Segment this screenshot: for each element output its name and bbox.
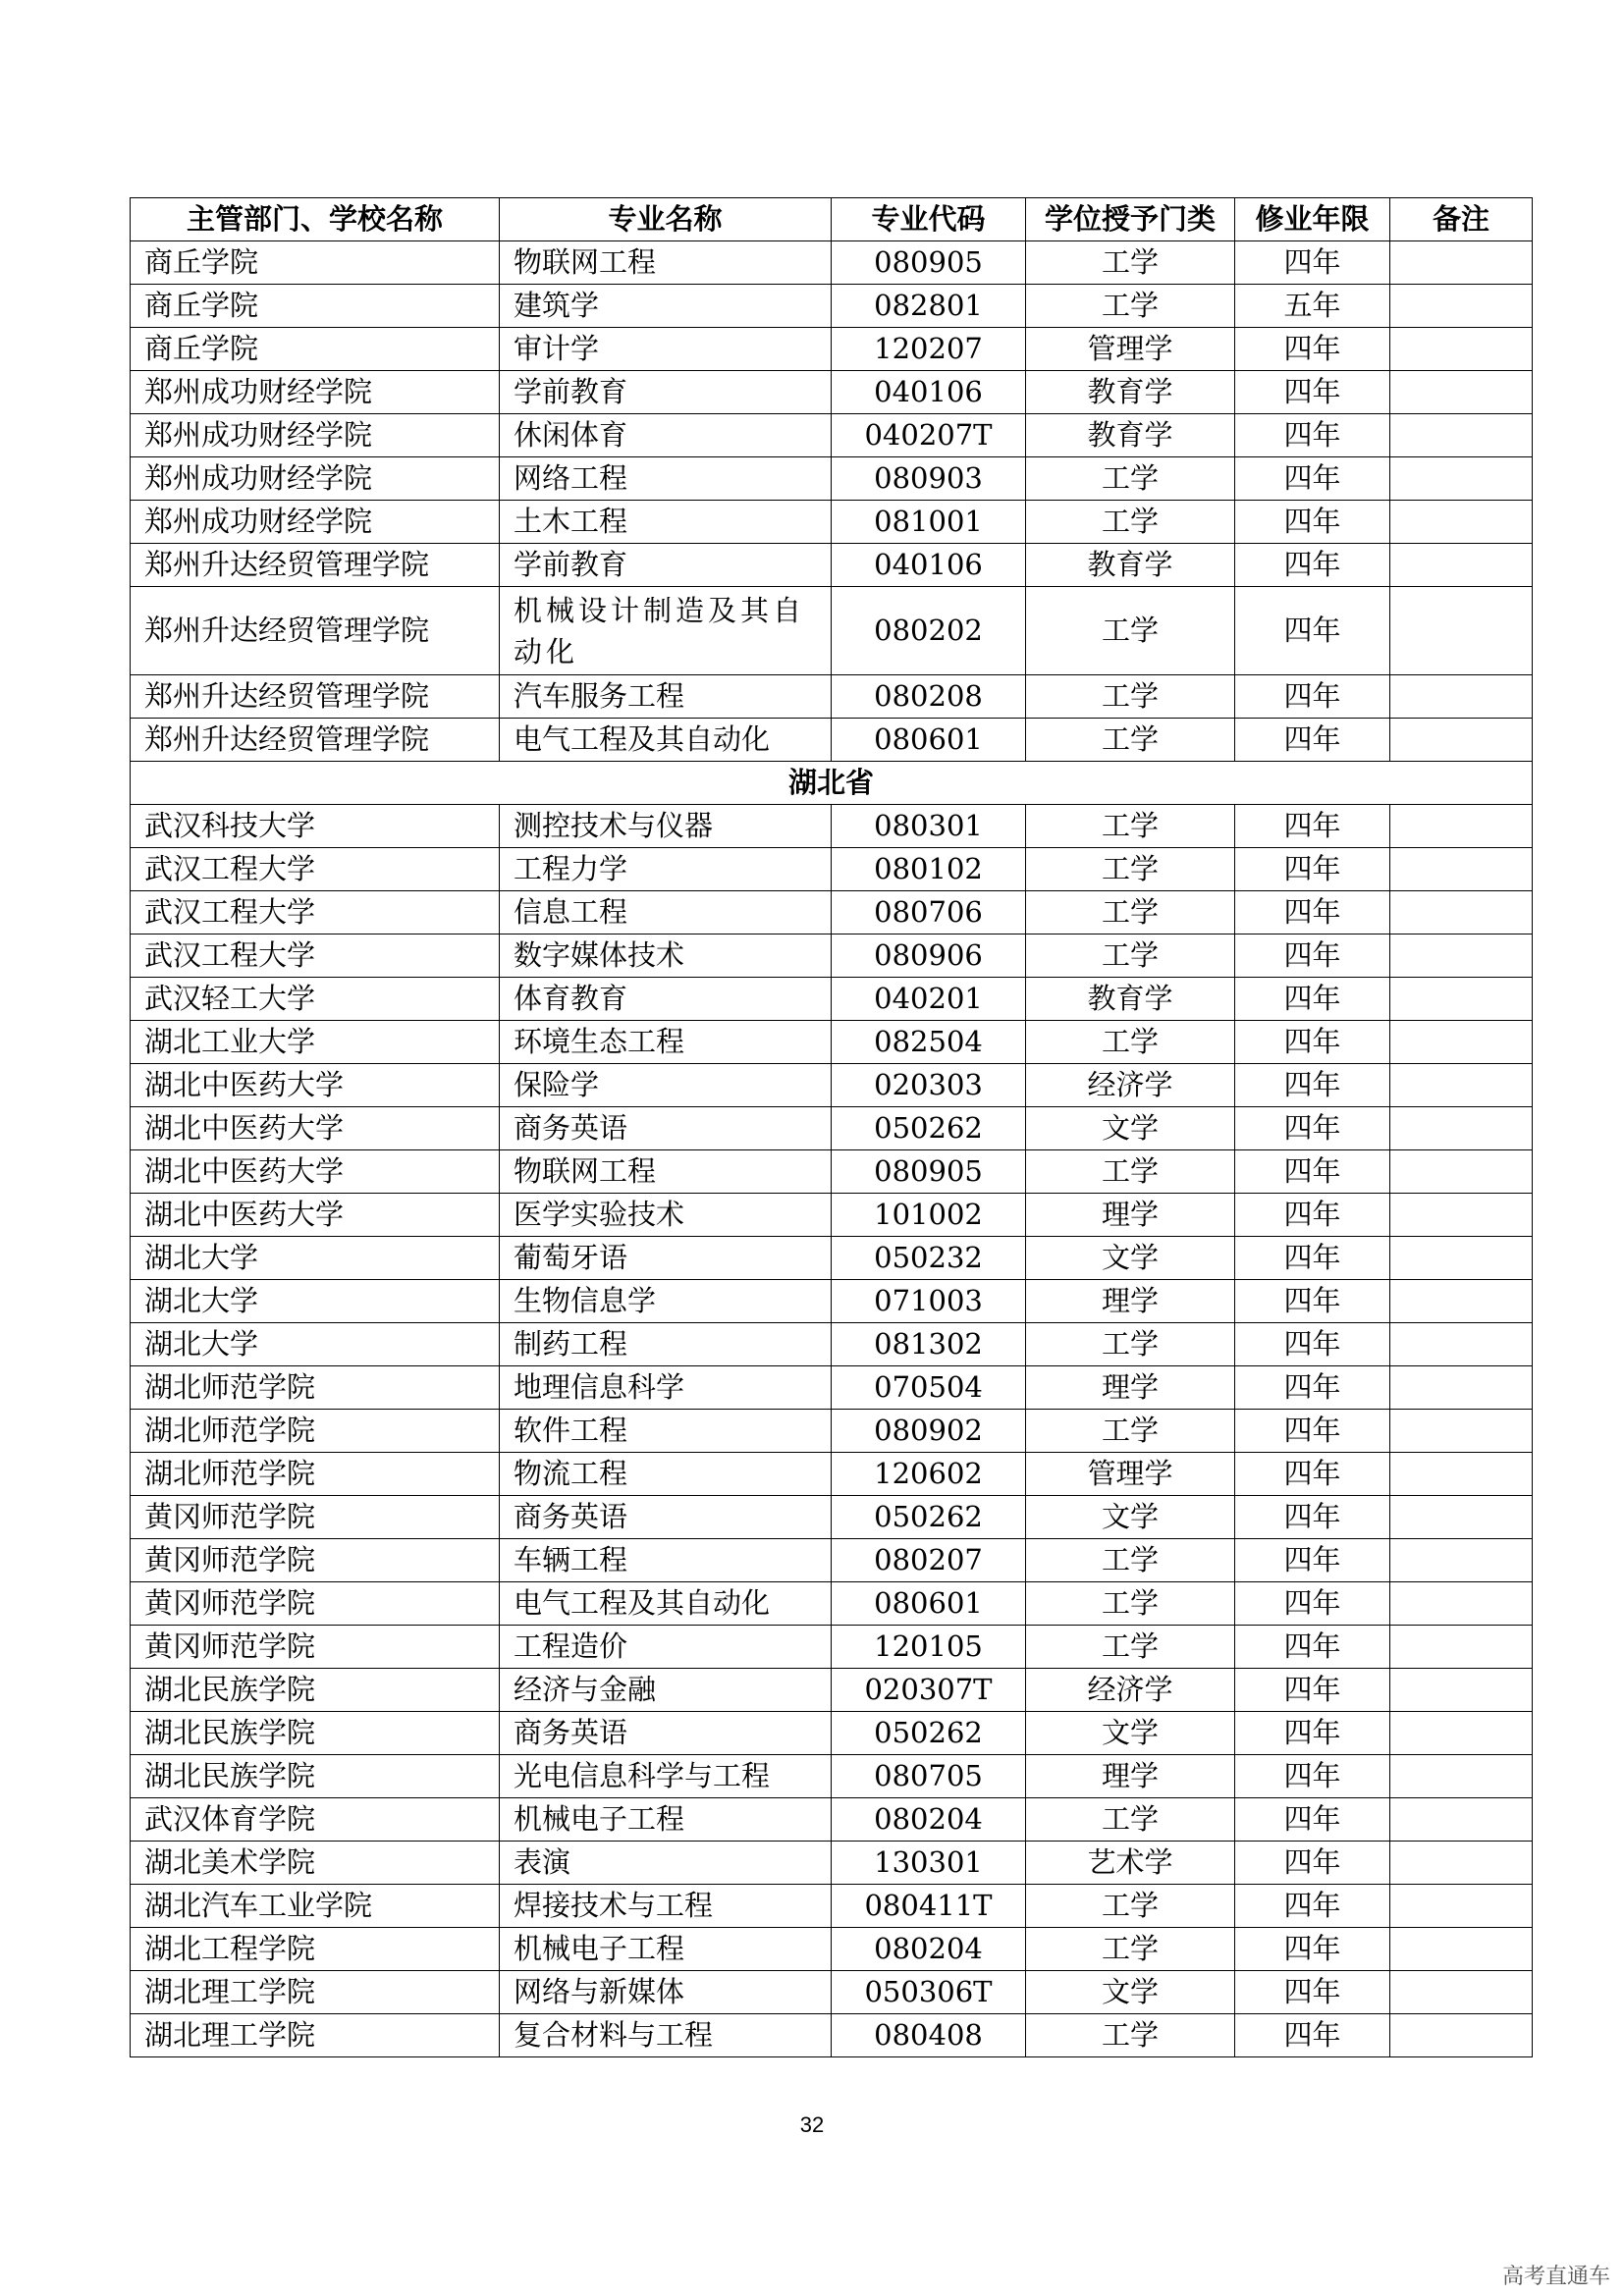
table-row <box>131 1842 1533 1885</box>
code-cell: 080411T <box>832 1885 1026 1928</box>
school-cell: 湖北师范学院 <box>131 1366 500 1410</box>
school-cell: 黄冈师范学院 <box>131 1496 500 1539</box>
category-cell: 文学 <box>1026 1496 1235 1539</box>
note-cell <box>1390 1366 1533 1410</box>
major-cell: 学前教育 <box>500 371 832 414</box>
table-row <box>131 719 1533 762</box>
years-cell: 四年 <box>1235 891 1390 934</box>
code-cell: 080601 <box>832 1582 1026 1626</box>
code-cell: 130301 <box>832 1842 1026 1885</box>
table-row <box>131 1280 1533 1323</box>
major-cell: 焊接技术与工程 <box>500 1885 832 1928</box>
table-row <box>131 1539 1533 1582</box>
table-row <box>131 675 1533 719</box>
category-cell: 工学 <box>1026 848 1235 891</box>
years-cell: 四年 <box>1235 1410 1390 1453</box>
code-cell: 050262 <box>832 1107 1026 1150</box>
table-row <box>131 1021 1533 1064</box>
category-cell: 工学 <box>1026 241 1235 285</box>
years-cell: 四年 <box>1235 1928 1390 1971</box>
header-school: 主管部门、学校名称 <box>131 198 500 241</box>
header-code: 专业代码 <box>832 198 1026 241</box>
note-cell <box>1390 1928 1533 1971</box>
major-cell: 物联网工程 <box>500 241 832 285</box>
note-cell <box>1390 1453 1533 1496</box>
note-cell <box>1390 1798 1533 1842</box>
category-cell: 经济学 <box>1026 1669 1235 1712</box>
category-cell: 工学 <box>1026 1885 1235 1928</box>
school-cell: 湖北民族学院 <box>131 1669 500 1712</box>
category-cell: 工学 <box>1026 719 1235 762</box>
school-cell: 武汉工程大学 <box>131 934 500 978</box>
code-cell: 082504 <box>832 1021 1026 1064</box>
note-cell <box>1390 241 1533 285</box>
school-cell: 武汉科技大学 <box>131 805 500 848</box>
major-cell: 地理信息科学 <box>500 1366 832 1410</box>
major-cell: 商务英语 <box>500 1712 832 1755</box>
table-row <box>131 1453 1533 1496</box>
note-cell <box>1390 1582 1533 1626</box>
code-cell: 081001 <box>832 501 1026 544</box>
years-cell: 四年 <box>1235 1323 1390 1366</box>
major-cell: 车辆工程 <box>500 1539 832 1582</box>
code-cell: 080408 <box>832 2014 1026 2057</box>
years-cell: 五年 <box>1235 285 1390 328</box>
major-cell: 机械设计制造及其自动化 <box>500 587 832 675</box>
note-cell <box>1390 1410 1533 1453</box>
code-cell: 080204 <box>832 1798 1026 1842</box>
major-cell: 表演 <box>500 1842 832 1885</box>
note-cell <box>1390 934 1533 978</box>
header-years: 修业年限 <box>1235 198 1390 241</box>
header-note: 备注 <box>1390 198 1533 241</box>
note-cell <box>1390 719 1533 762</box>
major-cell: 信息工程 <box>500 891 832 934</box>
note-cell <box>1390 978 1533 1021</box>
code-cell: 120105 <box>832 1626 1026 1669</box>
school-cell: 湖北汽车工业学院 <box>131 1885 500 1928</box>
code-cell: 080706 <box>832 891 1026 934</box>
code-cell: 080208 <box>832 675 1026 719</box>
note-cell <box>1390 891 1533 934</box>
major-cell: 工程力学 <box>500 848 832 891</box>
table-row <box>131 891 1533 934</box>
code-cell: 040106 <box>832 544 1026 587</box>
years-cell: 四年 <box>1235 1366 1390 1410</box>
note-cell <box>1390 1755 1533 1798</box>
code-cell: 080906 <box>832 934 1026 978</box>
province-heading: 湖北省 <box>131 762 1533 805</box>
category-cell: 教育学 <box>1026 978 1235 1021</box>
school-cell: 武汉轻工大学 <box>131 978 500 1021</box>
major-cell: 制药工程 <box>500 1323 832 1366</box>
table-row <box>131 328 1533 371</box>
note-cell <box>1390 544 1533 587</box>
note-cell <box>1390 1885 1533 1928</box>
major-cell: 体育教育 <box>500 978 832 1021</box>
code-cell: 080705 <box>832 1755 1026 1798</box>
note-cell <box>1390 1496 1533 1539</box>
years-cell: 四年 <box>1235 1798 1390 1842</box>
table-row <box>131 978 1533 1021</box>
major-cell: 商务英语 <box>500 1496 832 1539</box>
years-cell: 四年 <box>1235 1842 1390 1885</box>
header-major: 专业名称 <box>500 198 832 241</box>
table-row <box>131 1410 1533 1453</box>
code-cell: 070504 <box>832 1366 1026 1410</box>
category-cell: 工学 <box>1026 1582 1235 1626</box>
table-row <box>131 1712 1533 1755</box>
school-cell: 湖北理工学院 <box>131 2014 500 2057</box>
table-row <box>131 544 1533 587</box>
table-row <box>131 241 1533 285</box>
category-cell: 工学 <box>1026 1410 1235 1453</box>
school-cell: 黄冈师范学院 <box>131 1582 500 1626</box>
major-cell: 机械电子工程 <box>500 1928 832 1971</box>
years-cell: 四年 <box>1235 848 1390 891</box>
table-row <box>131 805 1533 848</box>
category-cell: 教育学 <box>1026 371 1235 414</box>
code-cell: 082801 <box>832 285 1026 328</box>
code-cell: 071003 <box>832 1280 1026 1323</box>
major-cell: 电气工程及其自动化 <box>500 719 832 762</box>
code-cell: 020303 <box>832 1064 1026 1107</box>
major-cell: 生物信息学 <box>500 1280 832 1323</box>
category-cell: 文学 <box>1026 1107 1235 1150</box>
years-cell: 四年 <box>1235 1496 1390 1539</box>
category-cell: 工学 <box>1026 1021 1235 1064</box>
years-cell: 四年 <box>1235 1626 1390 1669</box>
years-cell: 四年 <box>1235 978 1390 1021</box>
years-cell: 四年 <box>1235 1194 1390 1237</box>
years-cell: 四年 <box>1235 1539 1390 1582</box>
years-cell: 四年 <box>1235 805 1390 848</box>
school-cell: 湖北中医药大学 <box>131 1194 500 1237</box>
major-cell: 工程造价 <box>500 1626 832 1669</box>
major-cell: 审计学 <box>500 328 832 371</box>
table-row <box>131 1798 1533 1842</box>
code-cell: 080905 <box>832 241 1026 285</box>
note-cell <box>1390 1237 1533 1280</box>
years-cell: 四年 <box>1235 1107 1390 1150</box>
years-cell: 四年 <box>1235 544 1390 587</box>
table-row <box>131 414 1533 457</box>
school-cell: 郑州成功财经学院 <box>131 457 500 501</box>
note-cell <box>1390 2014 1533 2057</box>
school-cell: 武汉工程大学 <box>131 848 500 891</box>
school-cell: 黄冈师范学院 <box>131 1626 500 1669</box>
major-cell: 机械电子工程 <box>500 1798 832 1842</box>
school-cell: 武汉体育学院 <box>131 1798 500 1842</box>
years-cell: 四年 <box>1235 1064 1390 1107</box>
years-cell: 四年 <box>1235 1582 1390 1626</box>
years-cell: 四年 <box>1235 1755 1390 1798</box>
major-cell: 保险学 <box>500 1064 832 1107</box>
note-cell <box>1390 414 1533 457</box>
years-cell: 四年 <box>1235 1712 1390 1755</box>
major-cell: 葡萄牙语 <box>500 1237 832 1280</box>
major-cell: 经济与金融 <box>500 1669 832 1712</box>
category-cell: 工学 <box>1026 891 1235 934</box>
code-cell: 080202 <box>832 587 1026 675</box>
category-cell: 理学 <box>1026 1366 1235 1410</box>
major-cell: 软件工程 <box>500 1410 832 1453</box>
category-cell: 文学 <box>1026 1712 1235 1755</box>
table-row <box>131 1582 1533 1626</box>
school-cell: 湖北师范学院 <box>131 1410 500 1453</box>
header-category: 学位授予门类 <box>1026 198 1235 241</box>
category-cell: 工学 <box>1026 285 1235 328</box>
major-cell: 休闲体育 <box>500 414 832 457</box>
code-cell: 080301 <box>832 805 1026 848</box>
major-cell: 学前教育 <box>500 544 832 587</box>
table-row <box>131 1626 1533 1669</box>
category-cell: 文学 <box>1026 1971 1235 2014</box>
table-row <box>131 1150 1533 1194</box>
major-cell: 数字媒体技术 <box>500 934 832 978</box>
note-cell <box>1390 587 1533 675</box>
category-cell: 理学 <box>1026 1280 1235 1323</box>
years-cell: 四年 <box>1235 328 1390 371</box>
note-cell <box>1390 1021 1533 1064</box>
major-cell: 网络与新媒体 <box>500 1971 832 2014</box>
school-cell: 商丘学院 <box>131 285 500 328</box>
table-row <box>131 1323 1533 1366</box>
note-cell <box>1390 1971 1533 2014</box>
note-cell <box>1390 328 1533 371</box>
major-cell: 环境生态工程 <box>500 1021 832 1064</box>
major-cell: 物联网工程 <box>500 1150 832 1194</box>
category-cell: 工学 <box>1026 934 1235 978</box>
category-cell: 教育学 <box>1026 414 1235 457</box>
majors-table <box>130 197 1533 2057</box>
years-cell: 四年 <box>1235 1021 1390 1064</box>
school-cell: 湖北师范学院 <box>131 1453 500 1496</box>
note-cell <box>1390 1064 1533 1107</box>
years-cell: 四年 <box>1235 934 1390 978</box>
code-cell: 040201 <box>832 978 1026 1021</box>
years-cell: 四年 <box>1235 1280 1390 1323</box>
school-cell: 湖北民族学院 <box>131 1755 500 1798</box>
code-cell: 040207T <box>832 414 1026 457</box>
years-cell: 四年 <box>1235 1150 1390 1194</box>
years-cell: 四年 <box>1235 1971 1390 2014</box>
note-cell <box>1390 1194 1533 1237</box>
school-cell: 郑州成功财经学院 <box>131 501 500 544</box>
major-cell: 商务英语 <box>500 1107 832 1150</box>
school-cell: 湖北工业大学 <box>131 1021 500 1064</box>
code-cell: 080902 <box>832 1410 1026 1453</box>
code-cell: 120602 <box>832 1453 1026 1496</box>
table-row <box>131 1971 1533 2014</box>
category-cell: 经济学 <box>1026 1064 1235 1107</box>
note-cell <box>1390 675 1533 719</box>
category-cell: 工学 <box>1026 1928 1235 1971</box>
note-cell <box>1390 1107 1533 1150</box>
table-row <box>131 501 1533 544</box>
category-cell: 工学 <box>1026 1323 1235 1366</box>
school-cell: 湖北美术学院 <box>131 1842 500 1885</box>
years-cell: 四年 <box>1235 1669 1390 1712</box>
code-cell: 120207 <box>832 328 1026 371</box>
major-cell: 测控技术与仪器 <box>500 805 832 848</box>
years-cell: 四年 <box>1235 587 1390 675</box>
note-cell <box>1390 1323 1533 1366</box>
school-cell: 湖北中医药大学 <box>131 1150 500 1194</box>
school-cell: 湖北理工学院 <box>131 1971 500 2014</box>
note-cell <box>1390 805 1533 848</box>
category-cell: 教育学 <box>1026 544 1235 587</box>
watermark: 高考直通车 <box>1501 2265 1610 2289</box>
school-cell: 郑州升达经贸管理学院 <box>131 675 500 719</box>
school-cell: 湖北中医药大学 <box>131 1107 500 1150</box>
table-row <box>131 1237 1533 1280</box>
header-row <box>131 198 1533 241</box>
years-cell: 四年 <box>1235 675 1390 719</box>
category-cell: 理学 <box>1026 1755 1235 1798</box>
code-cell: 050232 <box>832 1237 1026 1280</box>
table-row <box>131 1885 1533 1928</box>
school-cell: 湖北大学 <box>131 1323 500 1366</box>
table-row <box>131 371 1533 414</box>
note-cell <box>1390 501 1533 544</box>
school-cell: 郑州升达经贸管理学院 <box>131 719 500 762</box>
note-cell <box>1390 848 1533 891</box>
years-cell: 四年 <box>1235 2014 1390 2057</box>
table-row <box>131 587 1533 675</box>
table-row <box>131 1928 1533 1971</box>
category-cell: 工学 <box>1026 587 1235 675</box>
category-cell: 工学 <box>1026 457 1235 501</box>
note-cell <box>1390 1539 1533 1582</box>
major-cell: 光电信息科学与工程 <box>500 1755 832 1798</box>
code-cell: 080903 <box>832 457 1026 501</box>
major-cell: 网络工程 <box>500 457 832 501</box>
code-cell: 080102 <box>832 848 1026 891</box>
major-cell: 医学实验技术 <box>500 1194 832 1237</box>
years-cell: 四年 <box>1235 719 1390 762</box>
years-cell: 四年 <box>1235 1453 1390 1496</box>
note-cell <box>1390 1280 1533 1323</box>
table-row <box>131 1669 1533 1712</box>
table-row <box>131 848 1533 891</box>
category-cell: 工学 <box>1026 805 1235 848</box>
major-cell: 汽车服务工程 <box>500 675 832 719</box>
category-cell: 工学 <box>1026 1150 1235 1194</box>
code-cell: 050306T <box>832 1971 1026 2014</box>
table-row <box>131 1366 1533 1410</box>
note-cell <box>1390 285 1533 328</box>
years-cell: 四年 <box>1235 501 1390 544</box>
table-row <box>131 457 1533 501</box>
school-cell: 湖北中医药大学 <box>131 1064 500 1107</box>
major-cell: 复合材料与工程 <box>500 2014 832 2057</box>
school-cell: 商丘学院 <box>131 241 500 285</box>
years-cell: 四年 <box>1235 371 1390 414</box>
major-cell: 物流工程 <box>500 1453 832 1496</box>
years-cell: 四年 <box>1235 414 1390 457</box>
table-row <box>131 285 1533 328</box>
table-row <box>131 934 1533 978</box>
code-cell: 020307T <box>832 1669 1026 1712</box>
category-cell: 艺术学 <box>1026 1842 1235 1885</box>
table-row <box>131 2014 1533 2057</box>
major-cell: 土木工程 <box>500 501 832 544</box>
school-cell: 湖北工程学院 <box>131 1928 500 1971</box>
school-cell: 湖北民族学院 <box>131 1712 500 1755</box>
table-row <box>131 1064 1533 1107</box>
code-cell: 101002 <box>832 1194 1026 1237</box>
note-cell <box>1390 1842 1533 1885</box>
note-cell <box>1390 1150 1533 1194</box>
table-row <box>131 1107 1533 1150</box>
years-cell: 四年 <box>1235 457 1390 501</box>
code-cell: 050262 <box>832 1496 1026 1539</box>
years-cell: 四年 <box>1235 1885 1390 1928</box>
school-cell: 郑州升达经贸管理学院 <box>131 544 500 587</box>
note-cell <box>1390 1669 1533 1712</box>
school-cell: 武汉工程大学 <box>131 891 500 934</box>
school-cell: 郑州成功财经学院 <box>131 371 500 414</box>
category-cell: 工学 <box>1026 1539 1235 1582</box>
note-cell <box>1390 1626 1533 1669</box>
school-cell: 湖北大学 <box>131 1237 500 1280</box>
years-cell: 四年 <box>1235 1237 1390 1280</box>
province-row <box>131 762 1533 805</box>
school-cell: 湖北大学 <box>131 1280 500 1323</box>
category-cell: 文学 <box>1026 1237 1235 1280</box>
table-row <box>131 1194 1533 1237</box>
code-cell: 081302 <box>832 1323 1026 1366</box>
table-row <box>131 1755 1533 1798</box>
page-number: 32 <box>799 2112 825 2137</box>
category-cell: 工学 <box>1026 1798 1235 1842</box>
category-cell: 工学 <box>1026 501 1235 544</box>
category-cell: 管理学 <box>1026 328 1235 371</box>
code-cell: 040106 <box>832 371 1026 414</box>
code-cell: 080207 <box>832 1539 1026 1582</box>
note-cell <box>1390 371 1533 414</box>
category-cell: 管理学 <box>1026 1453 1235 1496</box>
school-cell: 郑州成功财经学院 <box>131 414 500 457</box>
code-cell: 080601 <box>832 719 1026 762</box>
code-cell: 080905 <box>832 1150 1026 1194</box>
table-row <box>131 1496 1533 1539</box>
school-cell: 黄冈师范学院 <box>131 1539 500 1582</box>
category-cell: 工学 <box>1026 1626 1235 1669</box>
major-cell: 电气工程及其自动化 <box>500 1582 832 1626</box>
school-cell: 郑州升达经贸管理学院 <box>131 587 500 675</box>
category-cell: 工学 <box>1026 2014 1235 2057</box>
years-cell: 四年 <box>1235 241 1390 285</box>
school-cell: 商丘学院 <box>131 328 500 371</box>
category-cell: 理学 <box>1026 1194 1235 1237</box>
category-cell: 工学 <box>1026 675 1235 719</box>
major-cell: 建筑学 <box>500 285 832 328</box>
code-cell: 080204 <box>832 1928 1026 1971</box>
code-cell: 050262 <box>832 1712 1026 1755</box>
note-cell <box>1390 457 1533 501</box>
note-cell <box>1390 1712 1533 1755</box>
